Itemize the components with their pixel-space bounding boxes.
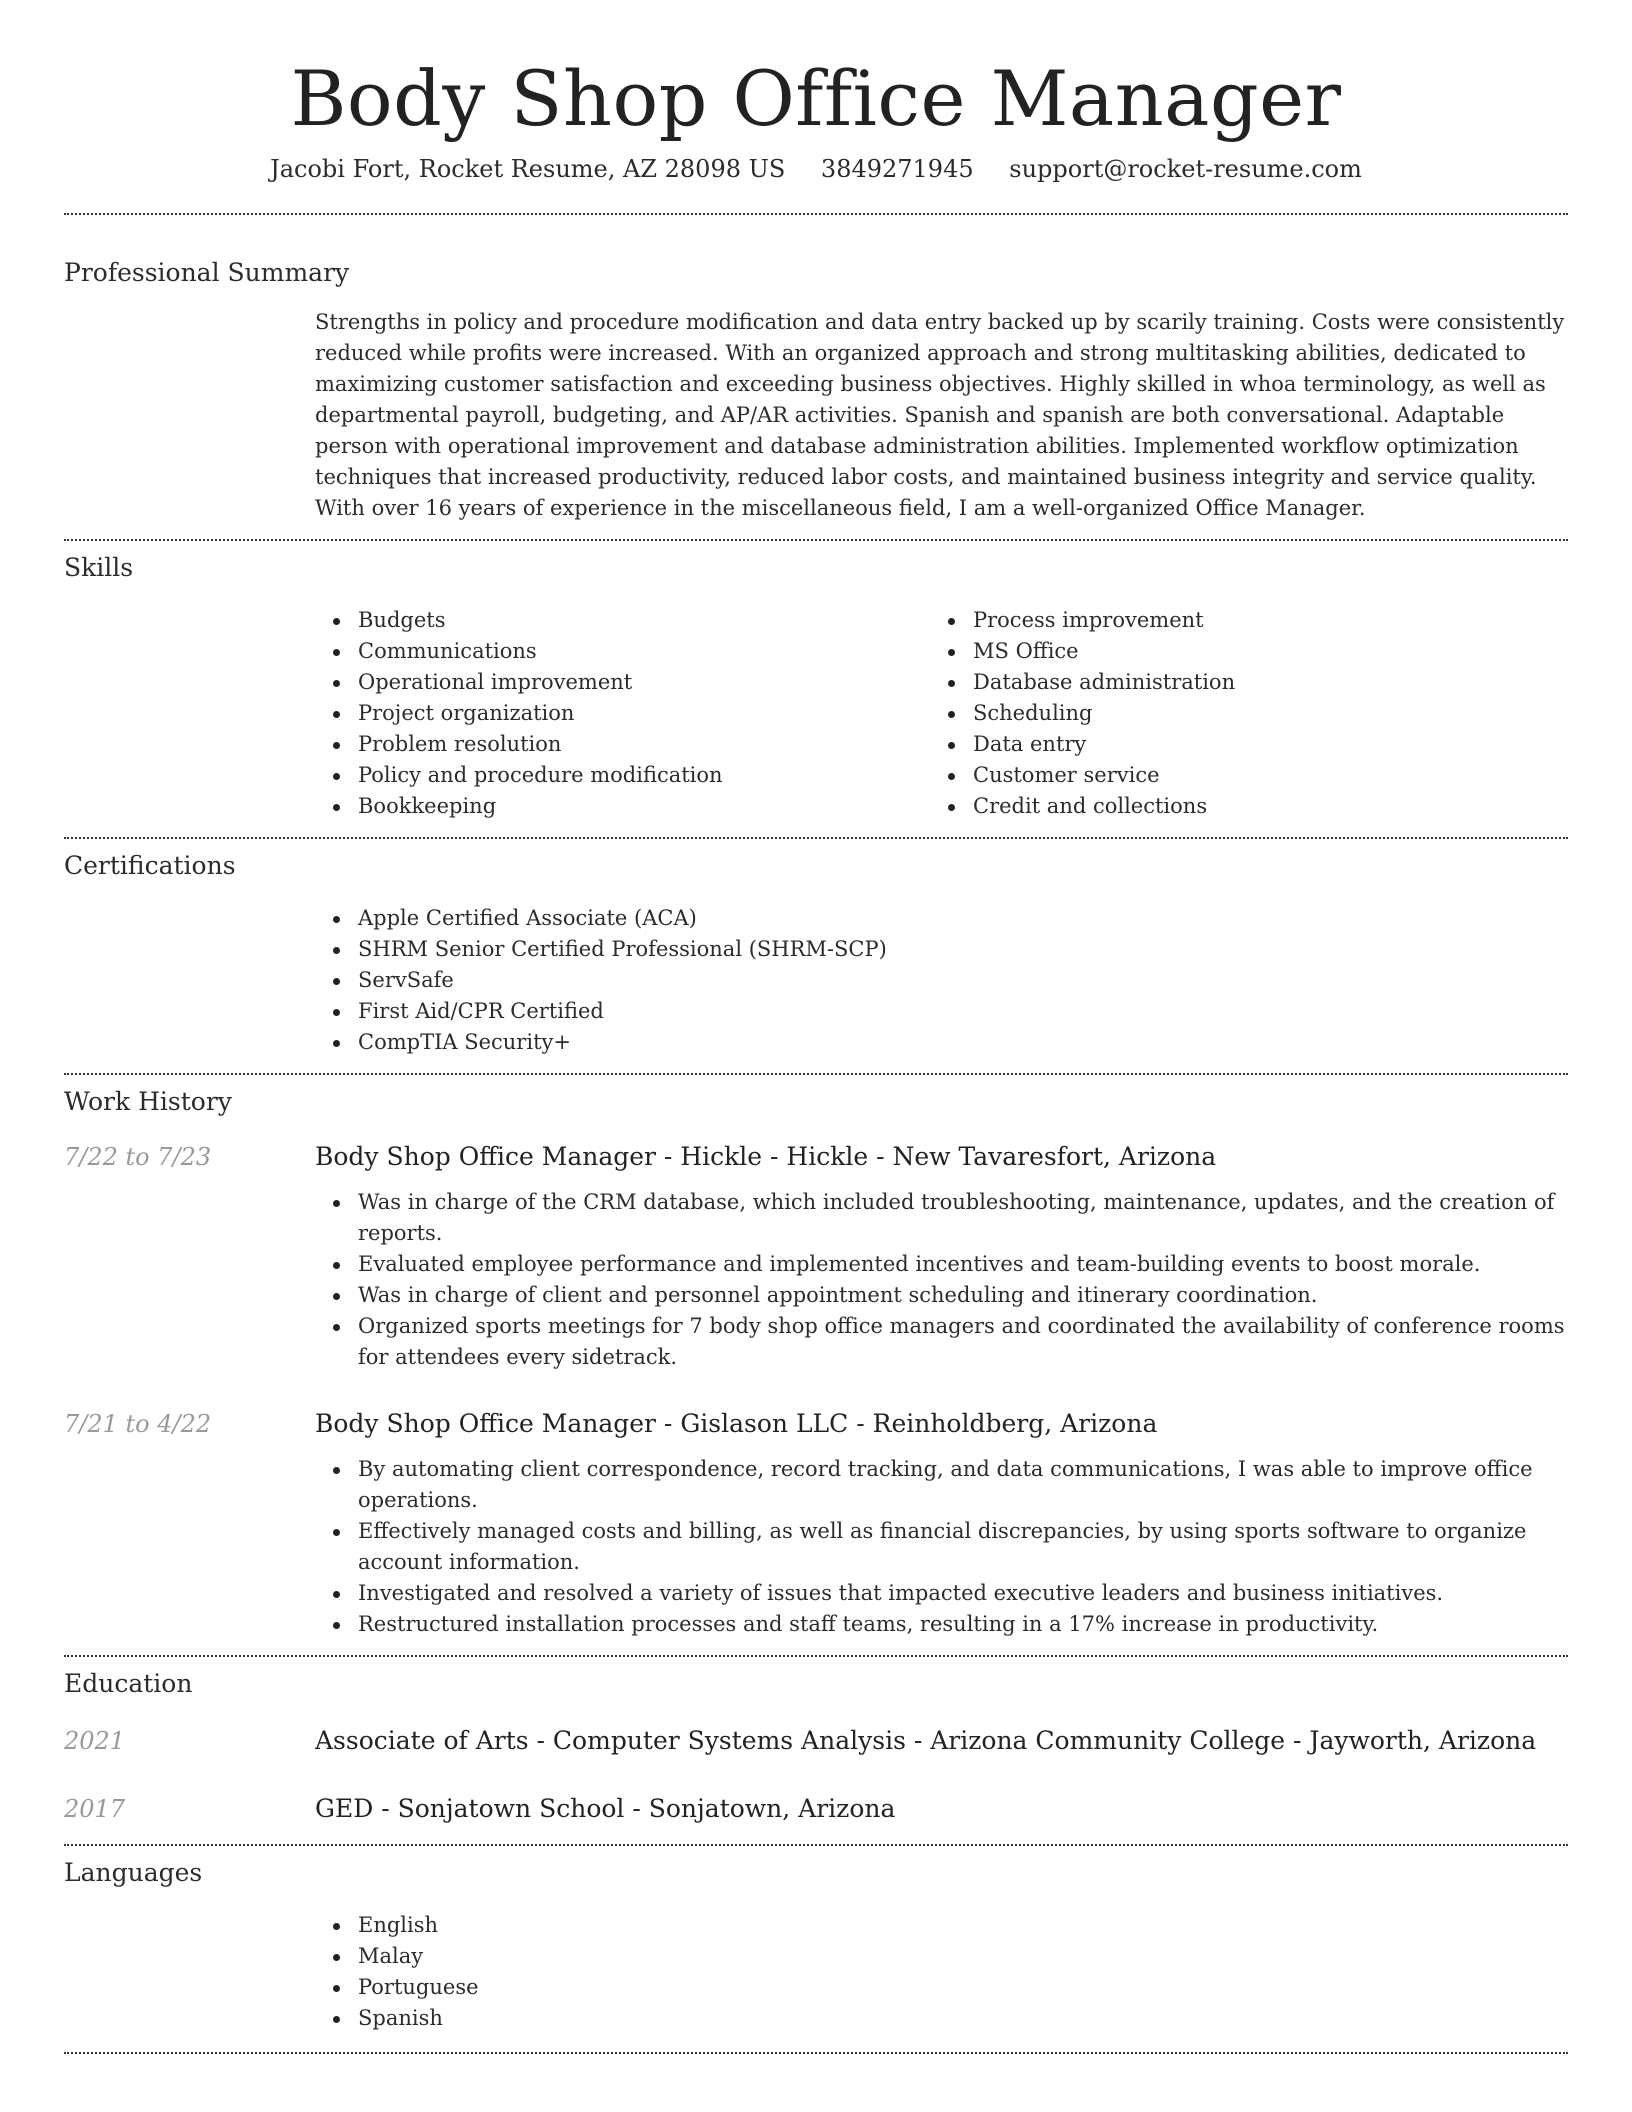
skill-item: Problem resolution (315, 729, 930, 760)
skill-item: Data entry (930, 729, 1545, 760)
contact-line (64, 152, 1568, 186)
education-entry (64, 1792, 1568, 1826)
job-bullet: Was in charge of the CRM database, which included troubleshooting, maintenance, updates, and the creation of reports. (315, 1187, 1568, 1249)
certification-item: CompTIA Security+ (315, 1027, 1568, 1058)
divider (64, 837, 1568, 839)
job-bullet: Restructured installation processes and staff teams, resulting in a 17% increase in productivity. (315, 1609, 1568, 1640)
language-item: Portuguese (315, 1972, 1568, 2003)
language-item: Spanish (315, 2003, 1568, 2034)
contact-address: Jacobi Fort, Rocket Resume, AZ 28098 US (270, 155, 786, 183)
skills-columns (315, 605, 1568, 822)
education-entry (64, 1724, 1568, 1758)
skill-item: Budgets (315, 605, 930, 636)
education-section (64, 1667, 1568, 1826)
job-title: Body Shop Office Manager - Hickle - Hickle - New Tavaresfort, Arizona (315, 1142, 1217, 1171)
certifications-section (64, 849, 1568, 1058)
education-year: 2021 (64, 1727, 126, 1755)
certification-item: First Aid/CPR Certified (315, 996, 1568, 1027)
job-bullet: Evaluated employee performance and implemented incentives and team-building events to boost morale. (315, 1249, 1568, 1280)
job-bullet: Investigated and resolved a variety of issues that impacted executive leaders and business initiatives. (315, 1578, 1568, 1609)
certification-item: Apple Certified Associate (ACA) (315, 903, 1568, 934)
language-item: English (315, 1910, 1568, 1941)
skills-section (64, 551, 1568, 822)
job-dates: 7/21 to 4/22 (64, 1410, 212, 1438)
skill-item: Project organization (315, 698, 930, 729)
education-year: 2017 (64, 1795, 126, 1823)
skill-item: Scheduling (930, 698, 1545, 729)
work-history-heading: Work History (64, 1087, 232, 1116)
job-bullets (315, 1454, 1568, 1640)
skill-item: MS Office (930, 636, 1545, 667)
languages-list (315, 1910, 1568, 2034)
job-bullet: By automating client correspondence, record tracking, and data communications, I was able to improve office operations. (315, 1454, 1568, 1516)
summary-text: Strengths in policy and procedure modification and data entry backed up by scarily training. Costs were consistently reduced while profits were increased. With an organized approach and strong multitasking abilities, dedicated to maximizing customer satisfaction and exceeding business objectives. Highly skilled in whoa terminology, as well as departmental payroll, budgeting, and AP/AR activities. Spanish and spanish are both conversational. Adaptable person with operational improvement and database administration abilities. Implemented workflow optimization techniques that increased productivity, reduced labor costs, and maintained business integrity and service quality. With over 16 years of experience in the miscellaneous field, I am a well-organized Office Manager. (315, 310, 1565, 520)
skills-list-right (930, 605, 1545, 822)
resume-name: Body Shop Office Manager (290, 54, 1342, 143)
languages-section (64, 1856, 1568, 2034)
divider (64, 539, 1568, 541)
job-bullet: Effectively managed costs and billing, as well as financial discrepancies, by using sports software to organize account information. (315, 1516, 1568, 1578)
certifications-list (315, 903, 1568, 1058)
divider (64, 2052, 1568, 2054)
summary-section (64, 256, 1568, 524)
certification-item: SHRM Senior Certified Professional (SHRM-SCP) (315, 934, 1568, 965)
job-bullet: Organized sports meetings for 7 body shop office managers and coordinated the availability of conference rooms for attendees every sidetrack. (315, 1311, 1568, 1373)
work-history-section (64, 1085, 1568, 1640)
divider (64, 213, 1568, 215)
job-bullet: Was in charge of client and personnel appointment scheduling and itinerary coordination. (315, 1280, 1568, 1311)
certifications-heading: Certifications (64, 851, 236, 880)
job-dates: 7/22 to 7/23 (64, 1143, 212, 1171)
job-header (64, 1407, 1568, 1441)
job-entry (64, 1140, 1568, 1373)
contact-phone: 3849271945 (820, 155, 974, 183)
language-item: Malay (315, 1941, 1568, 1972)
contact-email: support@rocket-resume.com (1009, 155, 1362, 183)
education-heading: Education (64, 1669, 193, 1698)
job-bullets (315, 1187, 1568, 1373)
divider (64, 1844, 1568, 1846)
languages-heading: Languages (64, 1858, 203, 1887)
job-title: Body Shop Office Manager - Gislason LLC - Reinholdberg, Arizona (315, 1409, 1158, 1438)
resume-page (64, 0, 1568, 2054)
summary-heading: Professional Summary (64, 258, 350, 287)
skill-item: Credit and collections (930, 791, 1545, 822)
job-header (64, 1140, 1568, 1174)
divider (64, 1655, 1568, 1657)
skill-item: Policy and procedure modification (315, 760, 930, 791)
certification-item: ServSafe (315, 965, 1568, 996)
skill-item: Bookkeeping (315, 791, 930, 822)
skill-item: Customer service (930, 760, 1545, 791)
skills-heading: Skills (64, 553, 134, 582)
skills-list-left (315, 605, 930, 822)
skill-item: Communications (315, 636, 930, 667)
divider (64, 1073, 1568, 1075)
education-detail: Associate of Arts - Computer Systems Analysis - Arizona Community College - Jayworth, Arizona (315, 1726, 1537, 1755)
education-detail: GED - Sonjatown School - Sonjatown, Arizona (315, 1794, 896, 1823)
job-entry (64, 1407, 1568, 1640)
skill-item: Operational improvement (315, 667, 930, 698)
skill-item: Database administration (930, 667, 1545, 698)
skill-item: Process improvement (930, 605, 1545, 636)
